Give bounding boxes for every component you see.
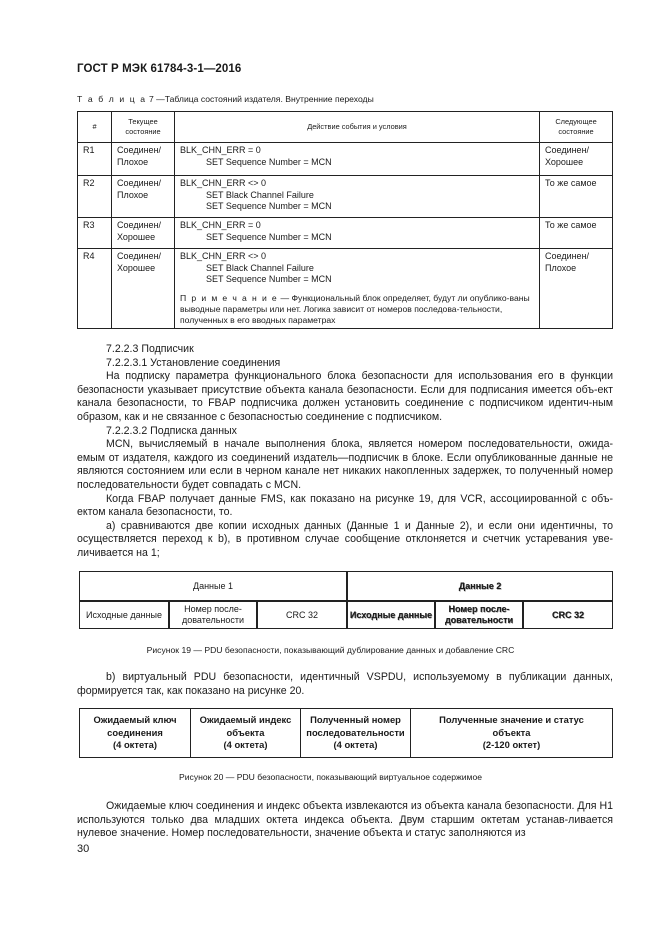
- row-id: R1: [78, 143, 112, 176]
- current-state: Соединен/ Плохое: [112, 143, 175, 176]
- received-value-status-cell: [411, 709, 612, 757]
- action-line: BLK_CHN_ERR <> 0: [180, 251, 267, 261]
- row-id: R4: [78, 249, 112, 329]
- cell-line: последовательности: [306, 726, 405, 738]
- current-state: Соединен/ Хорошее: [112, 249, 175, 329]
- section-heading: 7.2.2.3.2 Подписка данных: [106, 424, 237, 437]
- figure-19-diagram: [79, 571, 613, 629]
- cell-line: объекта: [226, 726, 265, 738]
- cell-line: соединения: [107, 726, 163, 738]
- next-state: То же самое: [540, 176, 613, 218]
- table-row: [78, 218, 613, 249]
- next-state: То же самое: [540, 218, 613, 249]
- action-cell: [175, 218, 540, 249]
- figure-19-caption: Рисунок 19 — PDU безопасности, показывающий дублирование данных и добавление CRC: [146, 645, 515, 655]
- crc-cell: CRC 32: [257, 601, 347, 629]
- data2-block: Данные 2: [347, 571, 613, 601]
- note-text: — Функциональный блок определяет, будут ли опублико-ваны выводные параметры или нет. Логика зависит от номеров последова-тельности, полученных в его вводных параметрах: [180, 292, 530, 325]
- publisher-state-table: [77, 111, 613, 329]
- table-caption-text: 7 —Таблица состояний издателя. Внутренние переходы: [148, 94, 374, 104]
- cell-line: Ожидаемый ключ: [93, 714, 177, 726]
- sequence-number-cell: Номер после-довательности: [169, 601, 257, 629]
- action-line: SET Sequence Number = MCN: [206, 201, 332, 211]
- next-state: Соединен/ Плохое: [540, 249, 613, 329]
- paragraph: MCN, вычисляемый в начале выполнения блока, является номером последовательности, ожида-емым от издателя, каждого из соединений издатель—подписчик в блоке. Если опубликованные данные не являются состоянием или если в черном канале нет никаких накопленных задержек, то полученный номер последовательности будет совпадать с MCN.: [77, 438, 613, 491]
- table-header-row: [78, 112, 613, 143]
- cell-line: Полученный номер: [310, 714, 401, 726]
- row-id: R3: [78, 218, 112, 249]
- figure-20-diagram: [79, 708, 613, 758]
- paragraph: b) виртуальный PDU безопасности, идентичный VSPDU, используемому в публикации данных, формируется так, как показано на рисунке 20.: [77, 671, 613, 697]
- table-caption: [77, 94, 374, 104]
- action-line: SET Sequence Number = MCN: [206, 231, 332, 242]
- paragraph-b: [77, 671, 613, 698]
- cell-line: (2-120 октет): [482, 739, 541, 751]
- row-id: R2: [78, 176, 112, 218]
- sequence-number-copy-cell: Номер после-довательности: [435, 601, 523, 629]
- section-heading: 7.2.2.3.1 Установление соединения: [106, 356, 281, 369]
- expected-connection-key-cell: [80, 709, 191, 757]
- table-row: [78, 143, 613, 176]
- section-heading: 7.2.2.3 Подписчик: [106, 343, 194, 355]
- column-header: Следующее состояние: [540, 112, 613, 143]
- column-header: #: [78, 112, 112, 143]
- action-line: BLK_CHN_ERR <> 0: [180, 178, 267, 188]
- current-state: Соединен/ Плохое: [112, 176, 175, 218]
- cell-line: (4 октета): [333, 739, 378, 751]
- cell-line: (4 октета): [223, 739, 268, 751]
- paragraph: а) сравниваются две копии исходных данных (Данные 1 и Данные 2), и если они идентичны, то осуществляется переход к b), в противном случае сообщение отклоняется и счетчик устаревания уве-личивается на 1;: [77, 519, 613, 559]
- paragraph: На подписку параметра функционального блока безопасности для использования его в функции безопасности указывает присутствие объекта канала безопасности. Если для подписания имеется объ-ект канала безопасности, то FBAP подписчика должен установить соединение с подписчиком идентич-ным образом, как и не связанное с безопасностью соединение с подписчиком.: [77, 370, 613, 423]
- received-sequence-number-cell: [301, 709, 411, 757]
- action-cell: [175, 143, 540, 176]
- paragraph: Ожидаемые ключ соединения и индекс объекта извлекаются из объекта канала безопасности. Для H1 используются только два младших октета индекса объекта. Двум старшим октетам устанав-ливается нулевое значение. Номер последовательности, значение объекта и статус заполняются из: [77, 800, 613, 840]
- action-line: SET Sequence Number = MCN: [206, 274, 332, 284]
- column-header: Действие события и условия: [175, 112, 540, 143]
- action-line: SET Black Channel Failure: [206, 262, 314, 273]
- action-line: BLK_CHN_ERR = 0: [180, 145, 261, 155]
- page-number: 30: [77, 843, 90, 855]
- action-line: SET Black Channel Failure: [206, 189, 314, 200]
- expected-object-index-cell: [191, 709, 301, 757]
- action-line: BLK_CHN_ERR = 0: [180, 220, 261, 230]
- cell-line: Полученные значение и статус: [439, 714, 584, 726]
- table-row: [78, 249, 613, 329]
- section-body-1: [77, 343, 613, 561]
- cell-line: объекта: [492, 726, 531, 738]
- table-caption-label: Т а б л и ц а: [77, 94, 147, 104]
- crc-copy-cell: CRC 32: [523, 601, 613, 629]
- action-line: SET Sequence Number = MCN: [206, 156, 332, 167]
- paragraph-final: [77, 800, 613, 841]
- figure-20-caption: Рисунок 20 — PDU безопасности, показывающий виртуальное содержимое: [178, 772, 483, 782]
- document-header: ГОСТ Р МЭК 61784-3-1—2016: [77, 63, 242, 75]
- cell-line: (4 октета): [113, 739, 157, 751]
- note-label: П р и м е ч а н и е: [180, 292, 279, 303]
- action-cell: [175, 176, 540, 218]
- data1-block: Данные 1: [79, 571, 347, 601]
- next-state: Соединен/ Хорошее: [540, 143, 613, 176]
- cell-line: Ожидаемый индекс: [199, 714, 292, 726]
- paragraph: Когда FBAP получает данные FMS, как показано на рисунке 19, для VCR, ассоциированной с объ-ектом канала безопасности, то.: [77, 492, 613, 519]
- table-row: [78, 176, 613, 218]
- table-note: [180, 293, 534, 326]
- current-state: Соединен/ Хорошее: [112, 218, 175, 249]
- source-data-copy-cell: Исходные данные: [347, 601, 435, 629]
- column-header: Текущее состояние: [112, 112, 175, 143]
- source-data-cell: Исходные данные: [79, 601, 169, 629]
- action-cell: [175, 249, 540, 329]
